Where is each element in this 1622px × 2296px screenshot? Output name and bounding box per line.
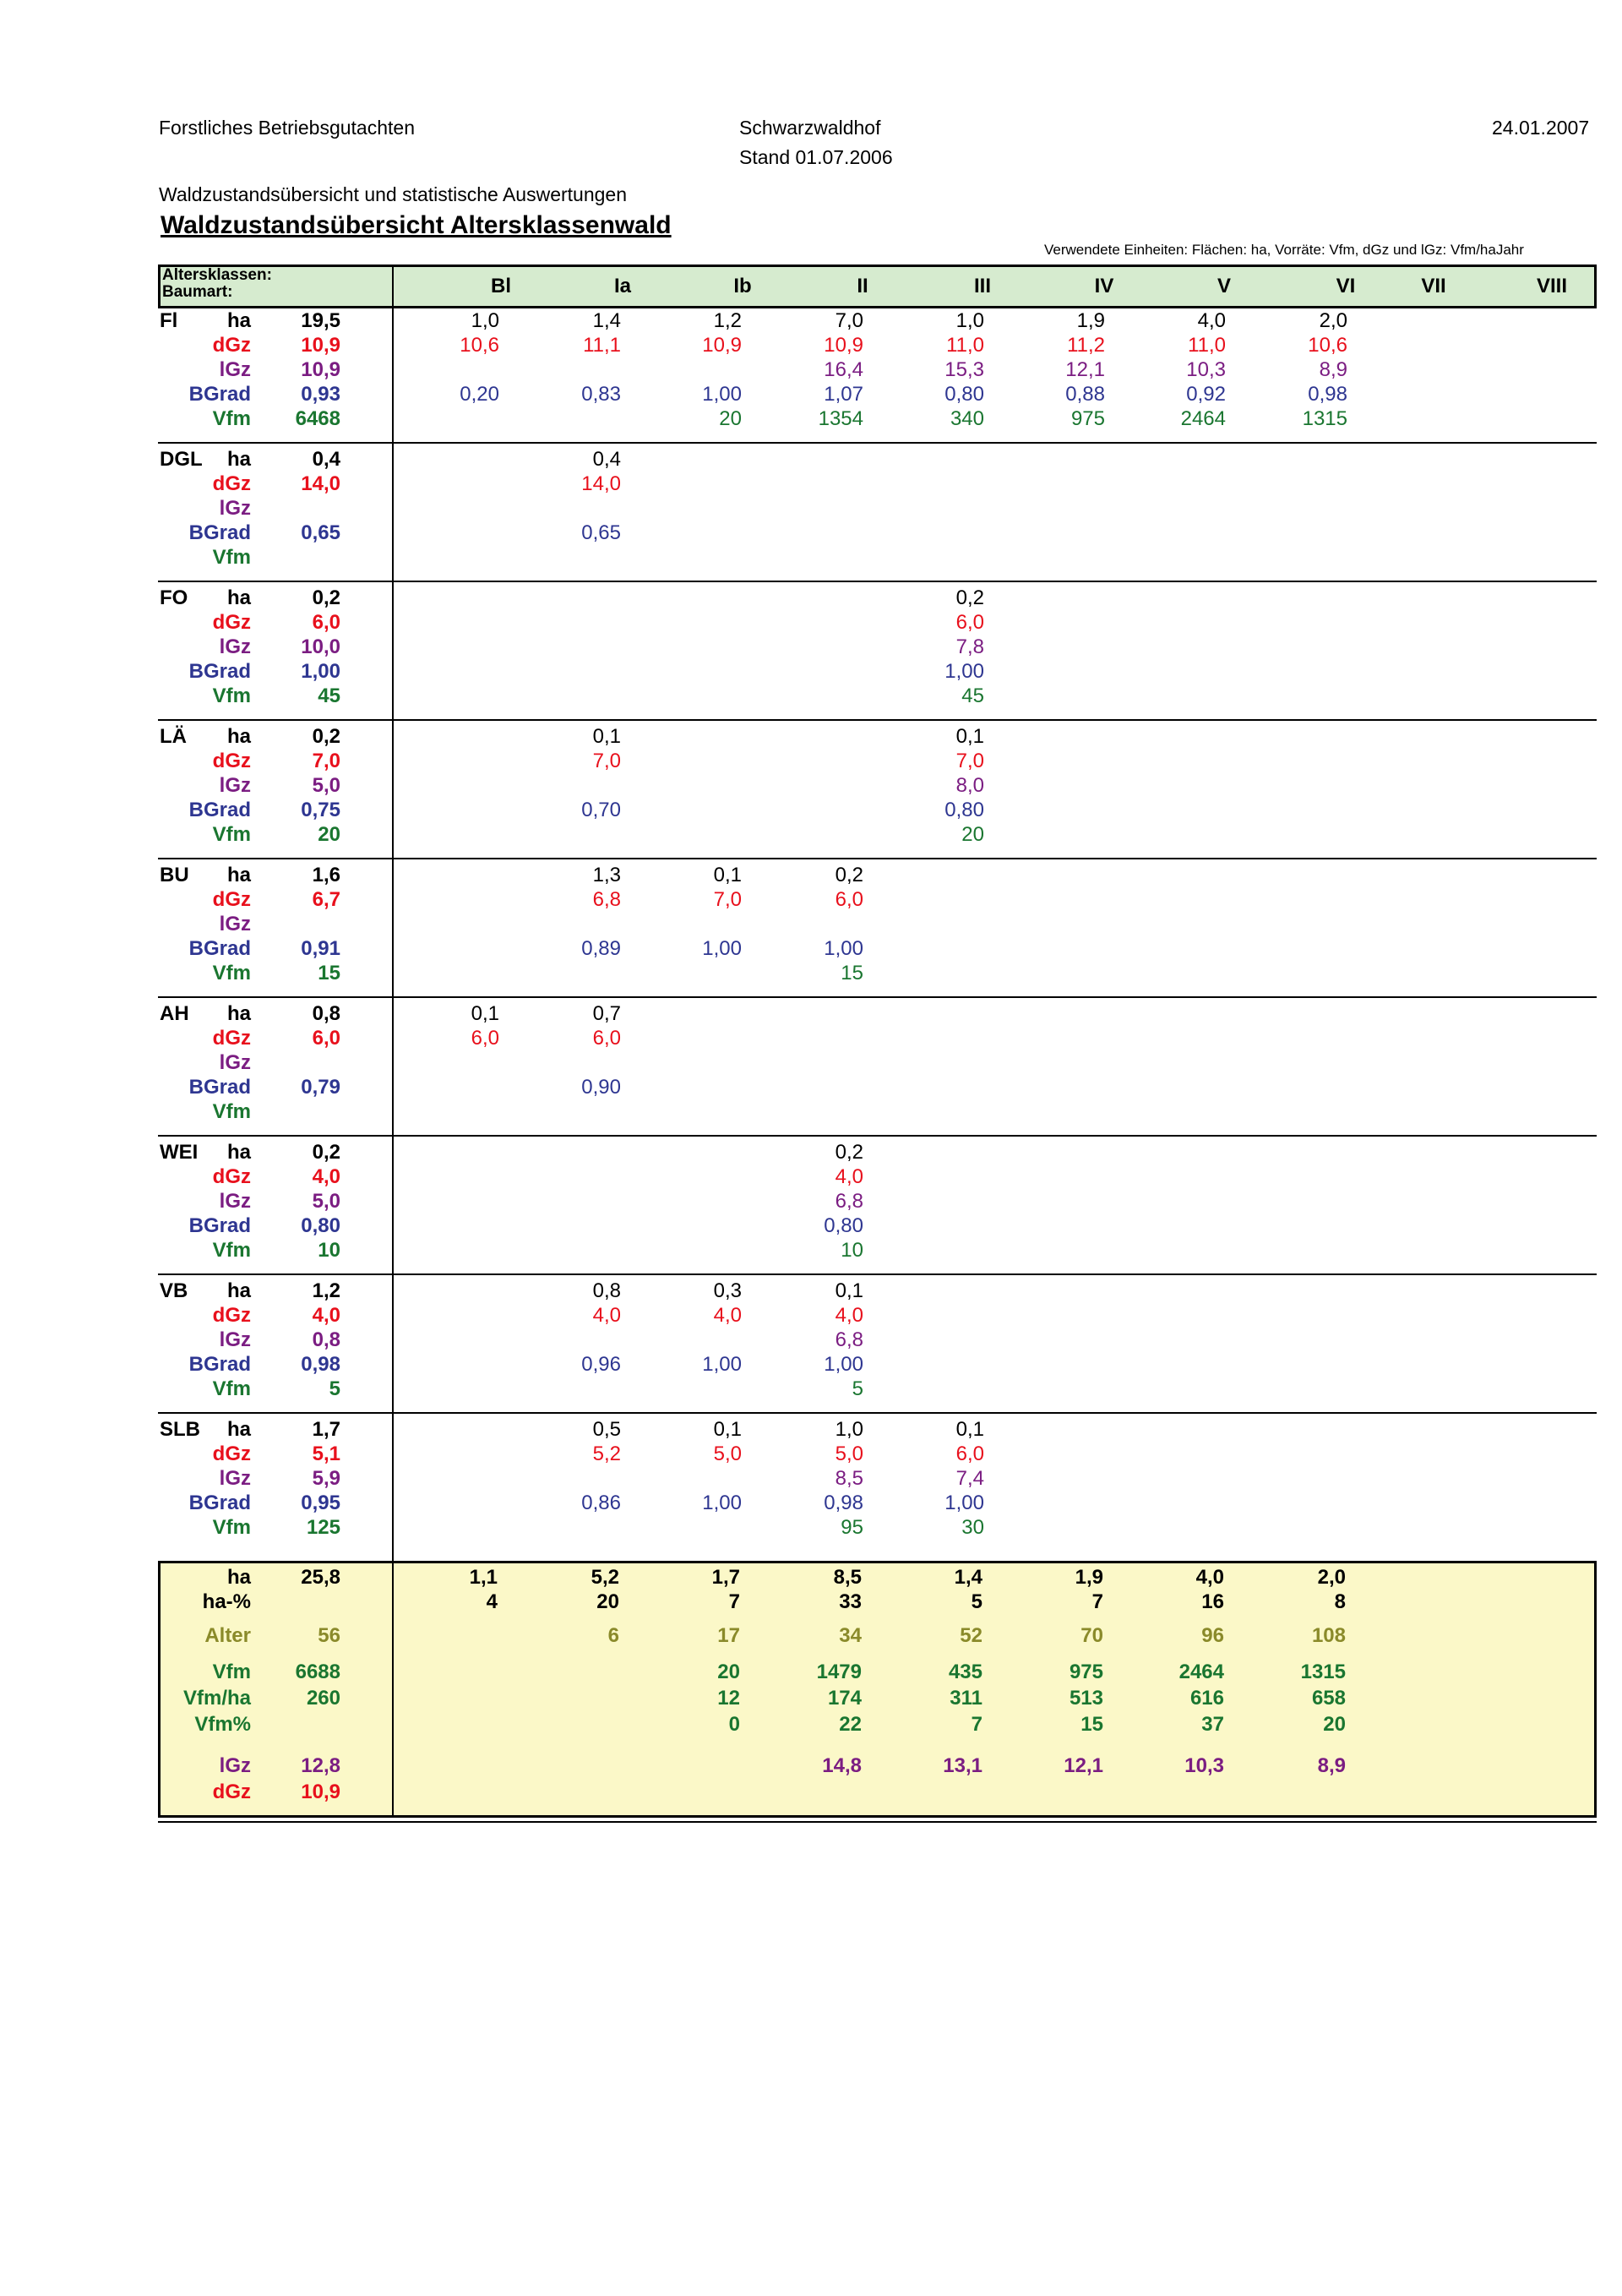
table-cell: 1,00 (944, 660, 984, 683)
table-cell: 4,0 (835, 1165, 863, 1188)
table-cell: 1,00 (702, 1353, 742, 1376)
row-separator (158, 1273, 1597, 1275)
table-cell: 7,0 (592, 750, 621, 772)
summary-cell: 4,0 (1195, 1566, 1224, 1589)
row-label-bgrad: BGrad (188, 383, 251, 406)
table-cell: 1,9 (1076, 309, 1105, 332)
summary-cell: 513 (1069, 1687, 1103, 1710)
column-header-viii: VIII (1536, 275, 1567, 297)
row-label-bgrad: BGrad (188, 937, 251, 960)
column-header-ib: Ib (733, 275, 752, 297)
table-cell: 6,8 (835, 1328, 863, 1351)
species-total-vfm: 10 (318, 1239, 340, 1262)
row-label-bgrad: BGrad (188, 1492, 251, 1514)
column-header-ii: II (857, 275, 868, 297)
table-cell: 0,4 (592, 448, 621, 471)
table-cell: 0,1 (713, 864, 742, 886)
table-cell: 0,1 (713, 1418, 742, 1441)
summary-cell: 10,3 (1184, 1754, 1224, 1777)
species-total-vfm: 5 (329, 1377, 340, 1400)
row-label-vfm: Vfm (212, 684, 251, 707)
table-cell: 6,0 (955, 611, 984, 634)
row-label-dgz: dGz (212, 1027, 251, 1050)
table-cell: 7,8 (955, 635, 984, 658)
row-label-bgrad: BGrad (188, 1353, 251, 1376)
species-name: LÄ (160, 725, 187, 748)
species-total-dgz: 4,0 (312, 1165, 340, 1188)
table-cell: 1,00 (702, 937, 742, 960)
table-cell: 0,20 (460, 383, 499, 406)
summary-cell: 108 (1311, 1624, 1346, 1647)
row-label-lgz: lGz (219, 497, 251, 520)
species-total-dgz: 10,9 (301, 334, 340, 357)
species-total-bgrad: 0,75 (301, 799, 340, 821)
species-total-dgz: 7,0 (312, 750, 340, 772)
column-header-iii: III (973, 275, 991, 297)
summary-double-rule (158, 1821, 1597, 1823)
table-cell: 5,2 (592, 1442, 621, 1465)
table-cell: 0,2 (955, 586, 984, 609)
column-header-bl: Bl (491, 275, 511, 297)
table-cell: 4,0 (592, 1304, 621, 1327)
row-label-vfm: Vfm (212, 1377, 251, 1400)
label-column-divider (392, 265, 394, 1818)
species-total-bgrad: 0,95 (301, 1492, 340, 1514)
table-cell: 14,0 (581, 472, 621, 495)
species-total-lgz: 5,9 (312, 1467, 340, 1490)
row-label-lgz: lGz (219, 1467, 251, 1490)
row-label-ha: ha (226, 864, 251, 886)
summary-total-alter: 56 (318, 1624, 340, 1647)
summary-label-vfm-pct: Vfm% (194, 1713, 251, 1736)
row-label-lgz: lGz (219, 774, 251, 797)
table-cell: 0,65 (581, 521, 621, 544)
species-total-ha: 1,2 (312, 1279, 340, 1302)
summary-cell: 16 (1201, 1590, 1224, 1613)
table-cell: 0,98 (824, 1492, 863, 1514)
table-cell: 1,00 (944, 1492, 984, 1514)
table-cell: 1,00 (702, 1492, 742, 1514)
table-cell: 0,3 (713, 1279, 742, 1302)
table-cell: 0,1 (471, 1002, 499, 1025)
row-label-ha: ha (226, 1002, 251, 1025)
species-total-bgrad: 0,79 (301, 1076, 340, 1099)
summary-cell: 6 (607, 1624, 619, 1647)
row-label-vfm: Vfm (212, 1239, 251, 1262)
species-total-vfm: 125 (306, 1516, 340, 1539)
table-cell: 4,0 (713, 1304, 742, 1327)
row-label-ha: ha (226, 586, 251, 609)
species-total-ha: 0,2 (312, 586, 340, 609)
summary-cell: 1,7 (711, 1566, 740, 1589)
summary-cell: 20 (717, 1661, 740, 1683)
species-total-ha: 1,7 (312, 1418, 340, 1441)
table-cell: 0,80 (944, 799, 984, 821)
table-cell: 8,5 (835, 1467, 863, 1490)
summary-cell: 14,8 (822, 1754, 862, 1777)
table-cell: 5 (852, 1377, 863, 1400)
table-cell: 2,0 (1319, 309, 1347, 332)
row-separator (158, 581, 1597, 582)
species-name: WEI (160, 1141, 199, 1164)
table-cell: 11,0 (1188, 334, 1226, 357)
species-total-dgz: 4,0 (312, 1304, 340, 1327)
table-cell: 15,3 (944, 358, 984, 381)
table-cell: 7,4 (955, 1467, 984, 1490)
summary-cell: 52 (960, 1624, 982, 1647)
species-total-ha: 0,8 (312, 1002, 340, 1025)
species-total-dgz: 6,7 (312, 888, 340, 911)
summary-cell: 22 (839, 1713, 862, 1736)
species-total-bgrad: 0,80 (301, 1214, 340, 1237)
print-date: 24.01.2007 (1492, 117, 1590, 139)
table-cell: 340 (950, 407, 984, 430)
summary-label-dgz: dGz (212, 1781, 251, 1803)
table-cell: 0,1 (835, 1279, 863, 1302)
summary-cell: 7 (1091, 1590, 1103, 1613)
row-label-dgz: dGz (212, 888, 251, 911)
summary-cell: 8 (1334, 1590, 1346, 1613)
summary-cell: 12,1 (1064, 1754, 1103, 1777)
summary-label-alter: Alter (204, 1624, 251, 1647)
row-separator (158, 719, 1597, 721)
species-total-dgz: 5,1 (312, 1442, 340, 1465)
row-separator (158, 996, 1597, 998)
table-cell: 1,00 (824, 937, 863, 960)
species-name: Fl (160, 309, 178, 332)
table-cell: 1,07 (824, 383, 863, 406)
row-label-vfm: Vfm (212, 546, 251, 569)
summary-cell: 13,1 (943, 1754, 982, 1777)
species-name: AH (160, 1002, 189, 1025)
table-cell: 7,0 (835, 309, 863, 332)
row-label-ha: ha (226, 448, 251, 471)
estate-name: Schwarzwaldhof (739, 117, 881, 139)
summary-cell: 2,0 (1317, 1566, 1346, 1589)
table-cell: 45 (961, 684, 984, 707)
row-label-dgz: dGz (212, 611, 251, 634)
summary-cell: 7 (728, 1590, 740, 1613)
summary-label-lgz: lGz (219, 1754, 251, 1777)
row-label-lgz: lGz (219, 913, 251, 935)
row-label-dgz: dGz (212, 750, 251, 772)
table-cell: 0,90 (581, 1076, 621, 1099)
table-cell: 30 (961, 1516, 984, 1539)
row-label-dgz: dGz (212, 472, 251, 495)
table-cell: 0,1 (955, 725, 984, 748)
table-cell: 15 (841, 962, 863, 984)
row-label-vfm: Vfm (212, 823, 251, 846)
row-separator (158, 1135, 1597, 1137)
row-label-ha: ha (226, 1279, 251, 1302)
table-cell: 11,1 (583, 334, 621, 357)
table-cell: 1,0 (471, 309, 499, 332)
table-cell: 1,0 (835, 1418, 863, 1441)
table-cell: 5,0 (713, 1442, 742, 1465)
column-header-vii: VII (1421, 275, 1446, 297)
row-label-bgrad: BGrad (188, 1076, 251, 1099)
row-label-lgz: lGz (219, 358, 251, 381)
page-title: Waldzustandsübersicht Altersklassenwald (161, 211, 672, 239)
table-cell: 8,9 (1319, 358, 1347, 381)
table-cell: 0,2 (835, 1141, 863, 1164)
summary-cell: 975 (1069, 1661, 1103, 1683)
table-cell: 0,96 (581, 1353, 621, 1376)
summary-cell: 1,1 (469, 1566, 498, 1589)
table-cell: 7,0 (713, 888, 742, 911)
column-header-vi: VI (1336, 275, 1356, 297)
summary-cell: 15 (1080, 1713, 1103, 1736)
summary-cell: 1,4 (954, 1566, 982, 1589)
species-name: BU (160, 864, 189, 886)
species-total-lgz: 5,0 (312, 1190, 340, 1213)
summary-cell: 33 (839, 1590, 862, 1613)
row-label-dgz: dGz (212, 1442, 251, 1465)
summary-cell: 17 (717, 1624, 740, 1647)
summary-label-ha-pct: ha-% (202, 1590, 251, 1613)
row-label-lgz: lGz (219, 635, 251, 658)
table-cell: 1,3 (592, 864, 621, 886)
status-date: Stand 01.07.2006 (739, 146, 893, 168)
table-cell: 8,0 (955, 774, 984, 797)
row-label-vfm: Vfm (212, 407, 251, 430)
age-class-table (158, 265, 1597, 1818)
table-cell: 5,0 (835, 1442, 863, 1465)
table-cell: 1315 (1302, 407, 1347, 430)
row-label-bgrad: BGrad (188, 521, 251, 544)
table-cell: 4,0 (1197, 309, 1226, 332)
table-cell: 0,80 (944, 383, 984, 406)
table-cell: 6,0 (835, 888, 863, 911)
summary-cell: 5 (971, 1590, 982, 1613)
table-cell: 0,5 (592, 1418, 621, 1441)
summary-total-vfm-ha: 260 (306, 1687, 340, 1710)
species-total-lgz: 5,0 (312, 774, 340, 797)
table-cell: 10,9 (702, 334, 742, 357)
table-cell: 20 (719, 407, 742, 430)
summary-cell: 616 (1189, 1687, 1224, 1710)
row-label-lgz: lGz (219, 1051, 251, 1074)
species-total-lgz: 10,0 (301, 635, 340, 658)
row-separator (158, 442, 1597, 444)
row-label-ha: ha (226, 725, 251, 748)
species-name: FO (160, 586, 188, 609)
species-name: VB (160, 1279, 188, 1302)
species-total-vfm: 45 (318, 684, 340, 707)
species-total-ha: 0,2 (312, 1141, 340, 1164)
table-cell: 6,0 (592, 1027, 621, 1050)
table-cell: 1,4 (592, 309, 621, 332)
table-cell: 975 (1070, 407, 1105, 430)
row-label-bgrad: BGrad (188, 1214, 251, 1237)
units-note: Verwendete Einheiten: Flächen: ha, Vorräte: Vfm, dGz und lGz: Vfm/haJahr (1044, 242, 1524, 258)
table-cell: 7,0 (955, 750, 984, 772)
table-cell: 1,2 (713, 309, 742, 332)
table-cell: 0,8 (592, 1279, 621, 1302)
column-header-v: V (1216, 275, 1231, 297)
species-total-lgz: 0,8 (312, 1328, 340, 1351)
species-total-ha: 0,4 (312, 448, 340, 471)
summary-total-lgz: 12,8 (301, 1754, 340, 1777)
row-label-dgz: dGz (212, 1165, 251, 1188)
table-cell: 95 (841, 1516, 863, 1539)
row-label-ha: ha (226, 309, 251, 332)
table-cell: 0,2 (835, 864, 863, 886)
species-total-ha: 0,2 (312, 725, 340, 748)
table-cell: 0,98 (1308, 383, 1347, 406)
species-total-vfm: 6468 (295, 407, 340, 430)
summary-cell: 1479 (816, 1661, 862, 1683)
summary-cell: 174 (827, 1687, 862, 1710)
summary-label-vfm: Vfm (212, 1661, 251, 1683)
summary-cell: 5,2 (591, 1566, 619, 1589)
table-cell: 11,2 (1067, 334, 1105, 357)
species-total-vfm: 15 (318, 962, 340, 984)
row-label-ha: ha (226, 1141, 251, 1164)
table-cell: 10,9 (824, 334, 863, 357)
species-total-bgrad: 0,98 (301, 1353, 340, 1376)
table-cell: 2464 (1180, 407, 1226, 430)
summary-cell: 20 (1323, 1713, 1346, 1736)
table-cell: 6,0 (955, 1442, 984, 1465)
row-label-vfm: Vfm (212, 1516, 251, 1539)
row-label-ha: ha (226, 1418, 251, 1441)
species-total-ha: 1,6 (312, 864, 340, 886)
summary-cell: 658 (1311, 1687, 1346, 1710)
summary-cell: 0 (728, 1713, 740, 1736)
table-cell: 6,8 (835, 1190, 863, 1213)
table-cell: 10 (841, 1239, 863, 1262)
species-name: DGL (160, 448, 203, 471)
table-cell: 4,0 (835, 1304, 863, 1327)
table-cell: 1,00 (824, 1353, 863, 1376)
summary-total-vfm: 6688 (295, 1661, 340, 1683)
species-total-dgz: 6,0 (312, 1027, 340, 1050)
summary-cell: 4 (486, 1590, 498, 1613)
summary-cell: 435 (948, 1661, 982, 1683)
species-total-bgrad: 0,93 (301, 383, 340, 406)
corner-label-species: Baumart: (162, 283, 233, 301)
table-cell: 1,00 (702, 383, 742, 406)
row-label-lgz: lGz (219, 1328, 251, 1351)
table-cell: 0,88 (1065, 383, 1105, 406)
summary-label-ha: ha (226, 1566, 251, 1589)
summary-cell: 8,5 (833, 1566, 862, 1589)
species-total-dgz: 6,0 (312, 611, 340, 634)
summary-cell: 37 (1201, 1713, 1224, 1736)
species-total-lgz: 10,9 (301, 358, 340, 381)
row-label-bgrad: BGrad (188, 799, 251, 821)
summary-label-vfm-ha: Vfm/ha (182, 1687, 251, 1710)
summary-section (158, 1561, 1597, 1818)
table-cell: 0,89 (581, 937, 621, 960)
summary-total-ha: 25,8 (301, 1566, 340, 1589)
summary-cell: 7 (971, 1713, 982, 1736)
table-cell: 0,70 (581, 799, 621, 821)
table-cell: 1,0 (955, 309, 984, 332)
summary-cell: 12 (717, 1687, 740, 1710)
row-label-dgz: dGz (212, 1304, 251, 1327)
summary-cell: 96 (1201, 1624, 1224, 1647)
species-total-dgz: 14,0 (301, 472, 340, 495)
table-cell: 0,83 (581, 383, 621, 406)
table-cell: 1354 (818, 407, 863, 430)
row-label-vfm: Vfm (212, 962, 251, 984)
table-cell: 10,6 (460, 334, 499, 357)
section-subtitle: Waldzustandsübersicht und statistische Auswertungen (159, 183, 628, 205)
summary-cell: 8,9 (1317, 1754, 1346, 1777)
summary-cell: 1,9 (1075, 1566, 1103, 1589)
species-total-vfm: 20 (318, 823, 340, 846)
table-cell: 0,92 (1186, 383, 1226, 406)
species-total-bgrad: 1,00 (301, 660, 340, 683)
table-cell: 6,8 (592, 888, 621, 911)
row-label-dgz: dGz (212, 334, 251, 357)
row-separator (158, 1412, 1597, 1414)
table-cell: 0,86 (581, 1492, 621, 1514)
table-cell: 0,80 (824, 1214, 863, 1237)
row-label-lgz: lGz (219, 1190, 251, 1213)
summary-cell: 34 (839, 1624, 862, 1647)
row-label-bgrad: BGrad (188, 660, 251, 683)
column-header-ia: Ia (613, 275, 631, 297)
summary-cell: 1315 (1300, 1661, 1346, 1683)
table-cell: 0,7 (592, 1002, 621, 1025)
species-total-ha: 19,5 (301, 309, 340, 332)
table-cell: 11,0 (946, 334, 984, 357)
column-header-iv: IV (1094, 275, 1114, 297)
table-cell: 16,4 (824, 358, 863, 381)
species-total-bgrad: 0,65 (301, 521, 340, 544)
table-cell: 6,0 (471, 1027, 499, 1050)
table-cell: 0,1 (955, 1418, 984, 1441)
table-cell: 10,6 (1308, 334, 1347, 357)
species-total-bgrad: 0,91 (301, 937, 340, 960)
summary-cell: 20 (596, 1590, 619, 1613)
species-name: SLB (160, 1418, 200, 1441)
corner-label-age-classes: Altersklassen: (162, 266, 272, 284)
summary-total-dgz: 10,9 (301, 1781, 340, 1803)
table-cell: 10,3 (1186, 358, 1226, 381)
table-cell: 12,1 (1065, 358, 1105, 381)
report-name: Forstliches Betriebsgutachten (159, 117, 415, 139)
table-cell: 20 (961, 823, 984, 846)
row-label-vfm: Vfm (212, 1100, 251, 1123)
summary-cell: 311 (950, 1687, 982, 1710)
summary-cell: 70 (1080, 1624, 1103, 1647)
summary-cell: 2464 (1178, 1661, 1224, 1683)
table-cell: 0,1 (592, 725, 621, 748)
row-separator (158, 858, 1597, 859)
